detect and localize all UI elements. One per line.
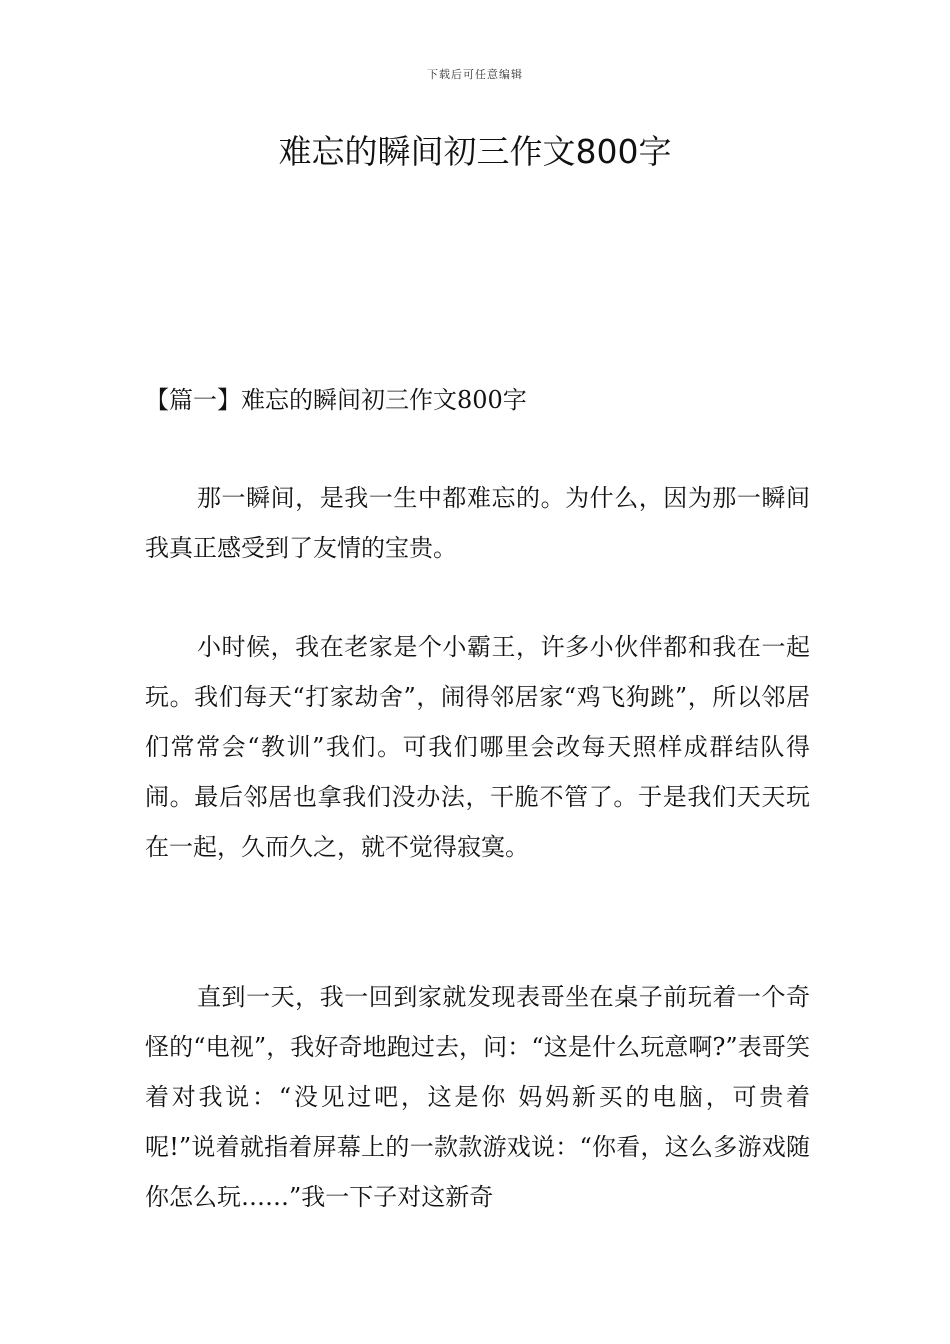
paragraph-3: 直到一天，我一回到家就发现表哥坐在桌子前玩着一个奇怪的“电视”，我好奇地跑过去，问：“这是什么玩意啊?”表哥笑着对我说：“没见过吧，这是你 妈妈新买的电脑，可贵着呢!”说着就指着屏幕上的一款款游戏说：“你看，这么多游戏随你怎么玩……”我一下子对这新奇 bbox=[145, 983, 810, 1211]
paragraph-1: 那一瞬间，是我一生中都难忘的。为什么，因为那一瞬间我真正感受到了友情的宝贵。 bbox=[145, 484, 810, 562]
header-note: 下载后可任意编辑 bbox=[427, 68, 523, 81]
document-title: 难忘的瞬间初三作文800字 bbox=[278, 132, 672, 171]
section-heading: 【篇一】难忘的瞬间初三作文800字 bbox=[145, 386, 527, 414]
paragraph-2: 小时候，我在老家是个小霸王，许多小伙伴都和我在一起玩。我们每天“打家劫舍”，闹得邻居家“鸡飞狗跳”，所以邻居们常常会“教训”我们。可我们哪里会改每天照样成群结队得闹。最后邻居也拿我们没办法，干脆不管了。于是我们天天玩在一起，久而久之，就不觉得寂寞。 bbox=[145, 633, 810, 861]
